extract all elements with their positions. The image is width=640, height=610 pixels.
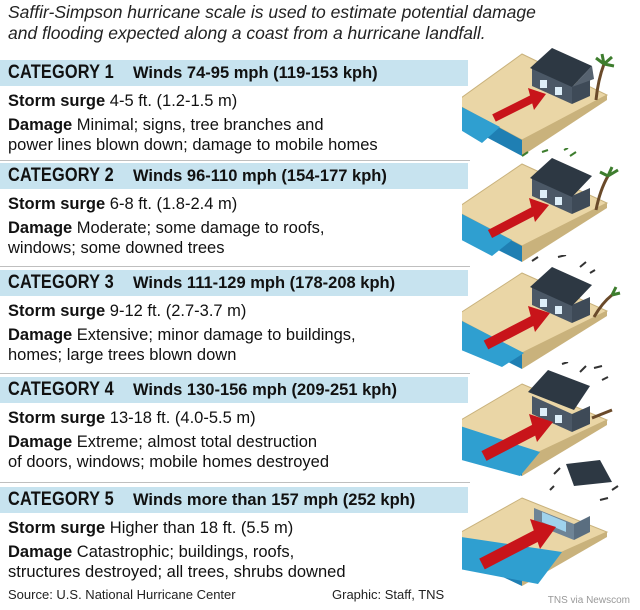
category-1-illustration (462, 40, 632, 160)
damage-line: Damage Extreme; almost total destruction (8, 433, 318, 451)
divider (0, 482, 470, 483)
divider (0, 266, 470, 267)
intro-line-1: Saffir-Simpson hurricane scale is used to estimate potential damage (8, 2, 536, 22)
storm-surge-line: Storm surge 9-12 ft. (2.7-3.7 m) (8, 302, 247, 320)
damage-line: Damage Extensive; minor damage to buildings, (8, 326, 356, 344)
divider (0, 160, 470, 161)
category-winds: Winds 130-156 mph (209-251 kph) (133, 380, 397, 399)
damage-line-continued: homes; large trees blown down (8, 346, 237, 364)
graphic-credit: Graphic: Staff, TNS (332, 587, 445, 602)
category-winds: Winds 74-95 mph (119-153 kph) (133, 63, 378, 82)
watermark-credit: TNS via Newscom (547, 595, 630, 606)
damage-line: Damage Catastrophic; buildings, roofs, (8, 543, 295, 561)
category-5-illustration (462, 460, 632, 590)
category-name: CATEGORY 2 (8, 165, 114, 186)
damage-line-continued: structures destroyed; all trees, shrubs downed (8, 563, 346, 581)
category-header (0, 163, 468, 189)
category-name: CATEGORY 5 (8, 489, 114, 510)
category-header (0, 270, 468, 296)
intro-text (8, 2, 568, 44)
category-header (0, 377, 468, 403)
damage-line: Damage Minimal; signs, tree branches and (8, 116, 324, 134)
damage-line-continued: of doors, windows; mobile homes destroyed (8, 453, 329, 471)
category-winds: Winds 111-129 mph (178-208 kph) (133, 273, 396, 292)
category-name: CATEGORY 3 (8, 272, 114, 293)
category-name: CATEGORY 1 (8, 62, 114, 83)
intro-line-2: and flooding expected along a coast from a hurricane landfall. (8, 23, 486, 43)
category-winds: Winds more than 157 mph (252 kph) (133, 490, 416, 509)
damage-line-continued: power lines blown down; damage to mobile homes (8, 136, 378, 154)
category-header (0, 60, 468, 86)
category-name: CATEGORY 4 (8, 379, 114, 400)
damage-line-continued: windows; some downed trees (8, 239, 225, 257)
divider (0, 373, 470, 374)
source-note: Source: U.S. National Hurricane Center (8, 587, 236, 602)
category-header (0, 487, 468, 513)
storm-surge-line: Storm surge 6-8 ft. (1.8-2.4 m) (8, 195, 238, 213)
category-3-illustration (462, 255, 632, 375)
category-2-illustration (462, 148, 632, 268)
damage-line: Damage Moderate; some damage to roofs, (8, 219, 325, 237)
storm-surge-line: Storm surge 13-18 ft. (4.0-5.5 m) (8, 409, 256, 427)
storm-surge-line: Storm surge Higher than 18 ft. (5.5 m) (8, 519, 294, 537)
storm-surge-line: Storm surge 4-5 ft. (1.2-1.5 m) (8, 92, 238, 110)
category-winds: Winds 96-110 mph (154-177 kph) (133, 166, 387, 185)
